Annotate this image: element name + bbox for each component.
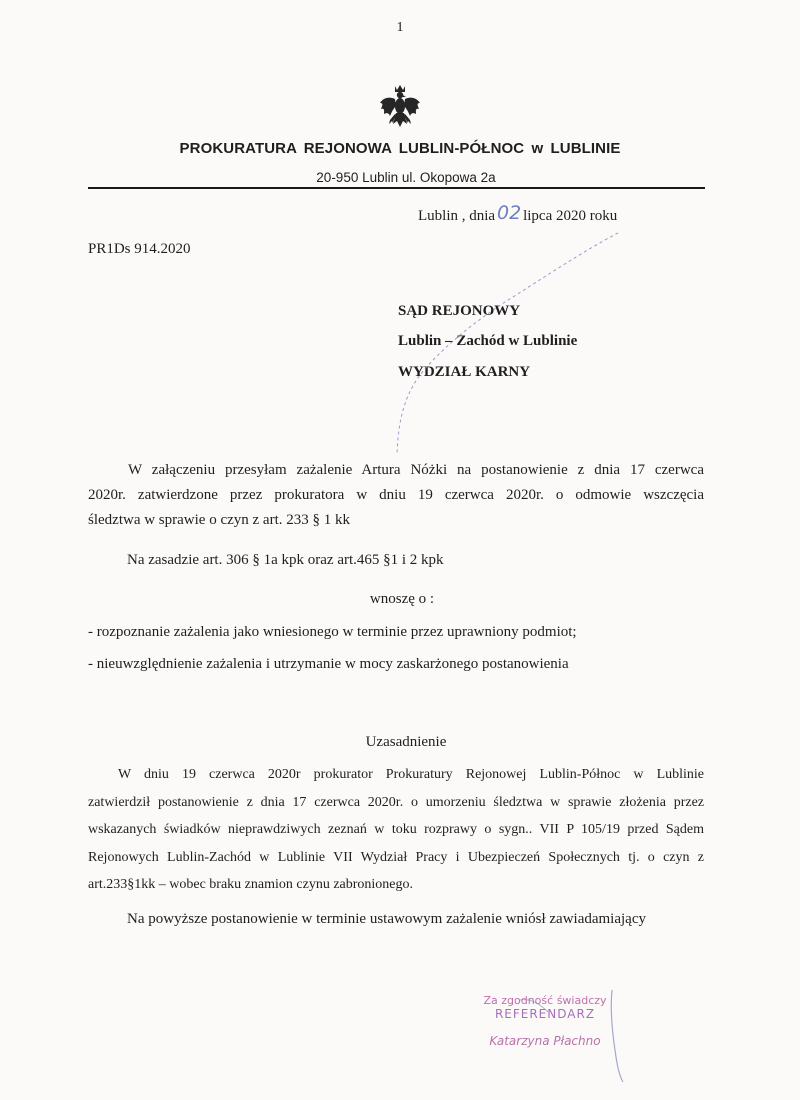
- polish-eagle-emblem-icon: [379, 84, 421, 132]
- intro-line-2: 2020r. zatwierdzone przez prokuratora w dniu 19 czerwca 2020r. o odmowie wszczęcia: [88, 487, 704, 503]
- place-date-suffix: lipca 2020 roku: [523, 208, 618, 224]
- certification-stamp: [470, 994, 620, 1048]
- justification-line-1: W dniu 19 czerwca 2020r prokurator Prokuratury Rejonowej Lublin-Północ w Lublinie: [118, 767, 704, 782]
- page-number: 1: [396, 20, 404, 35]
- legal-basis: Na zasadzie art. 306 § 1a kpk oraz art.465 §1 i 2 kpk: [127, 552, 444, 568]
- justification-line-2: zatwierdził postanowienie z dnia 17 czerwca 2020r. o umorzeniu śledztwa w sprawie złożenia przez: [88, 795, 704, 810]
- stamp-certification-text: Za zgodność świadczy: [483, 994, 607, 1007]
- justification-line-4: Rejonowych Lublin-Zachód w Lublinie VII Wydział Pracy i Ubezpieczeń Społecznych tj. o czyn z: [88, 850, 704, 865]
- addressee-court: SĄD REJONOWY: [398, 303, 521, 319]
- intro-line-1: W załączeniu przesyłam zażalenie Artura Nóżki na postanowienie z dnia 17 czerwca: [128, 462, 704, 478]
- justification-heading: Uzasadnienie: [365, 734, 447, 750]
- addressee-location: Lublin – Zachód w Lublinie: [398, 333, 578, 349]
- office-address: 20-950 Lublin ul. Okopowa 2a: [316, 170, 496, 185]
- justification-closing: Na powyższe postanowienie w terminie ustawowym zażalenie wniósł zawiadamiający: [127, 911, 646, 927]
- justification-line-5: art.233§1kk – wobec braku znamion czynu zabronionego.: [88, 877, 414, 892]
- office-name: PROKURATURA REJONOWA LUBLIN-PÓŁNOC w LUBLINIE: [179, 140, 621, 157]
- addressee-division: WYDZIAŁ KARNY: [398, 364, 531, 380]
- case-reference: PR1Ds 914.2020: [88, 241, 191, 257]
- header-divider: [88, 187, 705, 189]
- stamp-title: REFERENDARZ: [494, 1007, 596, 1021]
- request-item-1: - rozpoznanie zażalenia jako wniesionego w terminie przez uprawniony podmiot;: [88, 624, 577, 640]
- request-intro: wnoszę o :: [369, 591, 435, 607]
- request-item-2: - nieuwzględnienie zażalenia i utrzymanie w mocy zaskarżonego postanowienia: [88, 656, 569, 672]
- handwritten-day: 02: [496, 202, 522, 224]
- place-date: [418, 203, 617, 225]
- justification-line-3: wskazanych świadków nieprawdziwych zeznań w toku rozprawy o sygn.. VII P 105/19 przed Sądem: [88, 822, 704, 837]
- place-date-prefix: Lublin , dnia: [418, 208, 496, 224]
- stamp-name: Katarzyna Płachno: [489, 1034, 601, 1048]
- intro-line-3: śledztwa w sprawie o czyn z art. 233 § 1 kk: [88, 512, 351, 528]
